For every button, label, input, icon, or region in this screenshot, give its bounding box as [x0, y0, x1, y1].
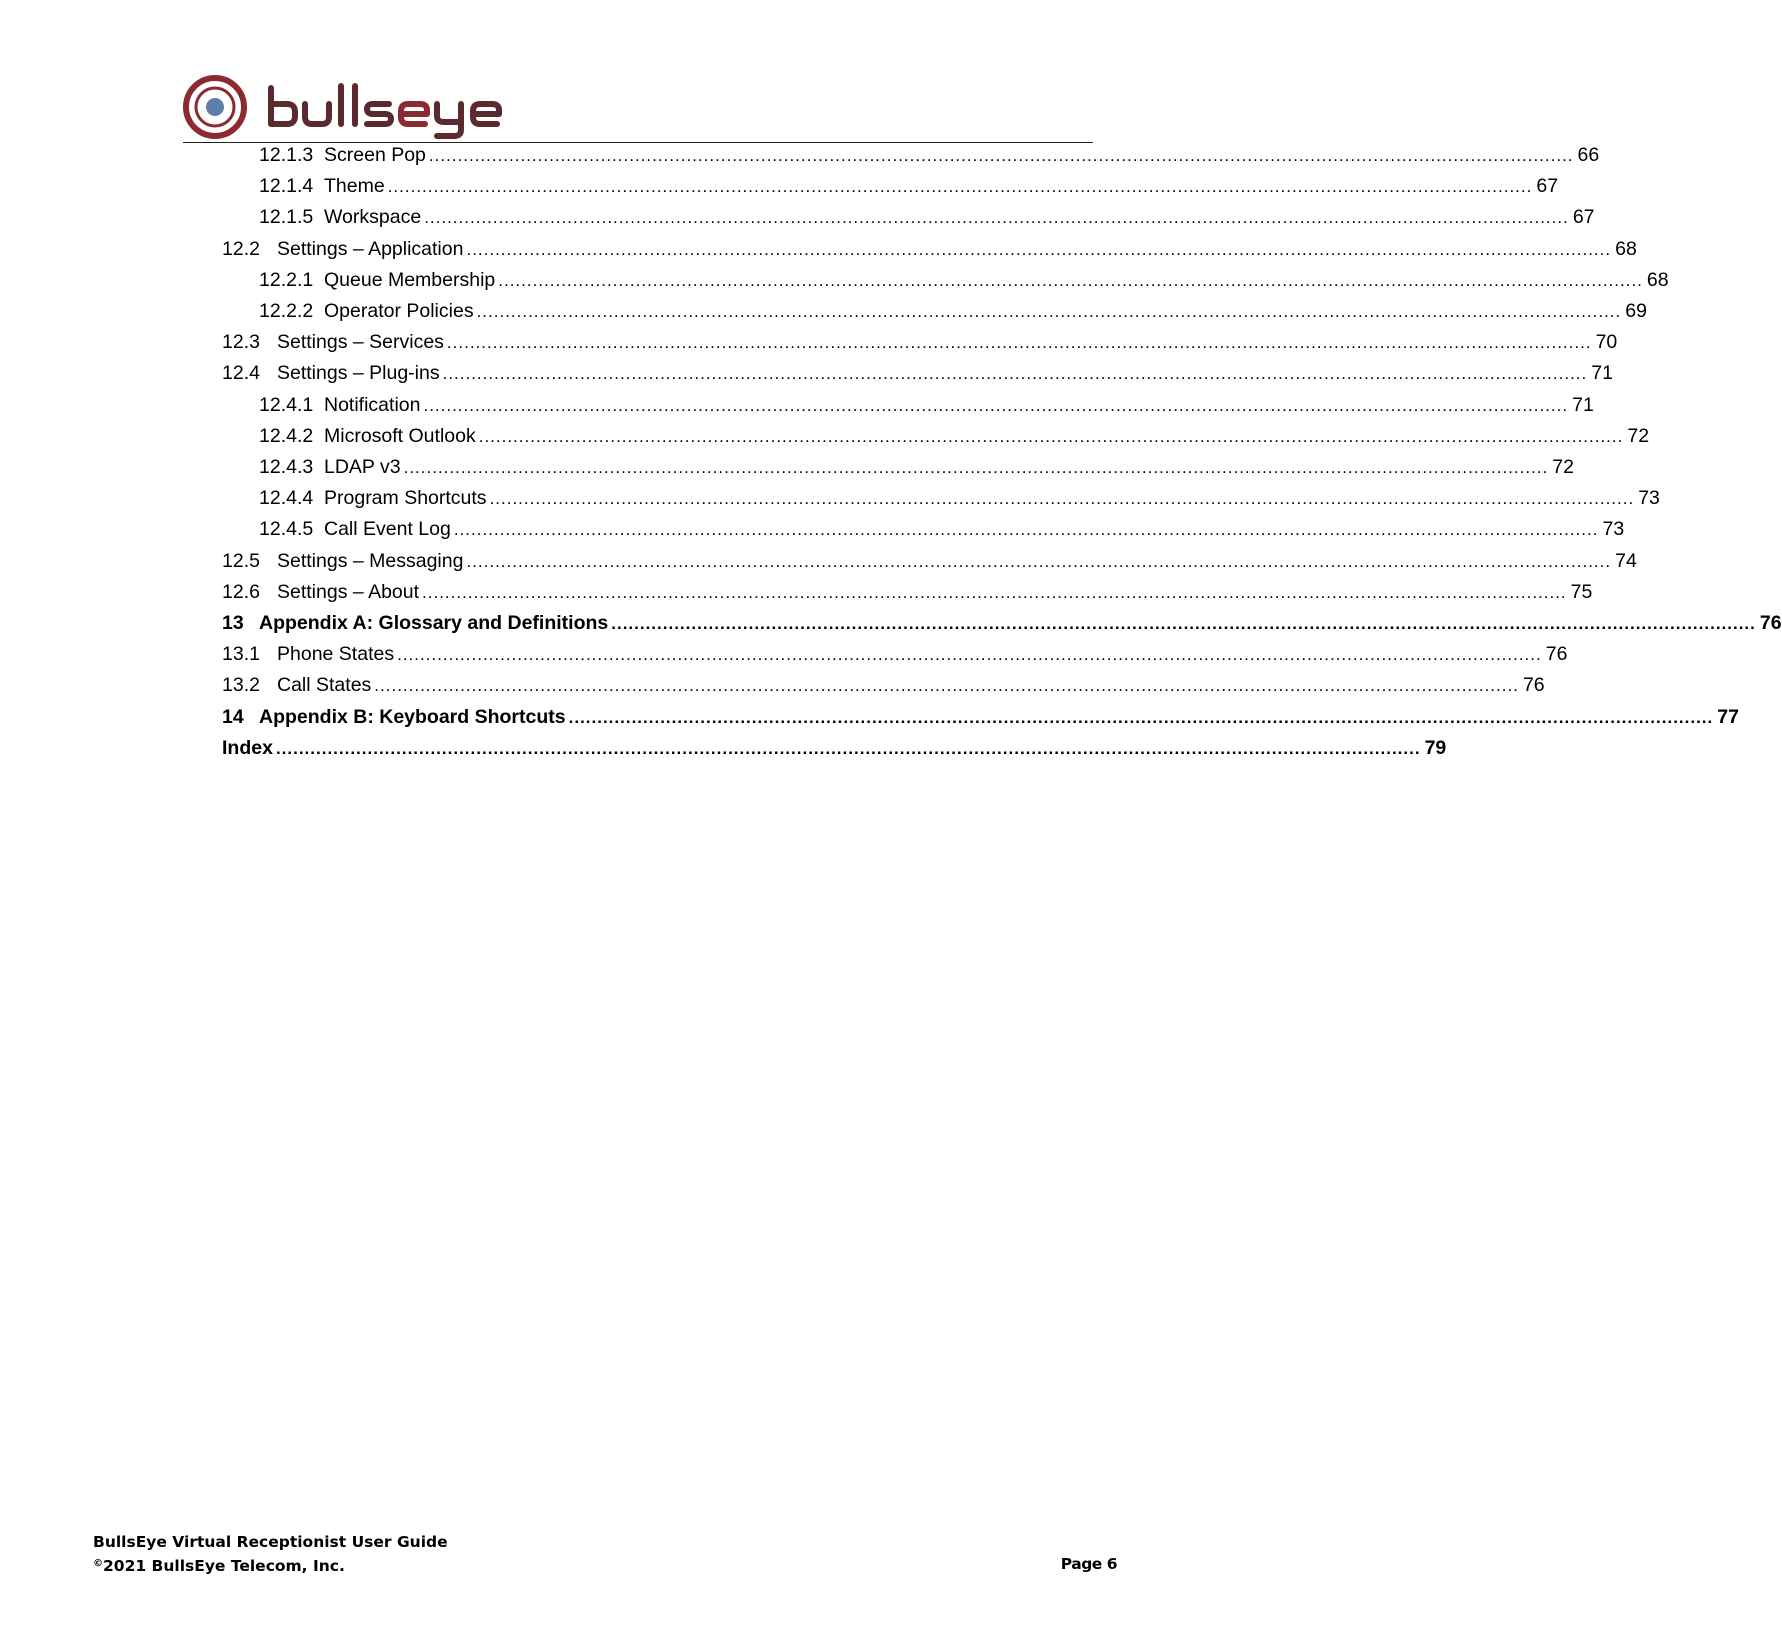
toc-entry-page: 75 [1570, 581, 1593, 603]
toc-entry-number: 12.4 [222, 362, 260, 384]
toc-entry-page: 68 [1646, 269, 1669, 291]
toc-entry[interactable] [259, 517, 1625, 541]
toc-entry-title: Workspace [324, 206, 422, 228]
toc-entry-page: 73 [1638, 487, 1660, 509]
toc-dot-leader: ........................................................................................................................................................................................................ [403, 458, 1549, 477]
footer-guide-title: BullsEye Virtual Receptionist User Guide [93, 1533, 448, 1551]
toc-entry-title: Notification [324, 394, 421, 416]
toc-entry-number: 13.1 [222, 643, 260, 665]
toc-entry-title: Phone States [277, 643, 395, 665]
toc-entry-number: 12.4.2 [259, 425, 314, 447]
toc-dot-leader: ........................................................................................................................................................................................................ [476, 302, 1622, 321]
toc-entry[interactable] [259, 424, 1650, 448]
logo-wordmark [271, 86, 499, 136]
toc-dot-leader: ........................................................................................................................................................................................................ [374, 676, 1519, 695]
toc-dot-leader: ........................................................................................................................................................................................................ [453, 520, 1599, 539]
toc-entry-page: 69 [1625, 300, 1647, 322]
toc-entry[interactable] [222, 736, 1447, 760]
toc-dot-leader: ........................................................................................................................................................................................................ [568, 708, 1714, 727]
toc-entry-title: Microsoft Outlook [324, 425, 476, 447]
toc-entry-title: Operator Policies [324, 300, 474, 322]
toc-entry-title: Screen Pop [324, 144, 426, 166]
toc-entry[interactable] [222, 642, 1568, 666]
toc-dot-leader: ........................................................................................................................................................................................................ [489, 489, 1635, 508]
toc-entry-page: 67 [1536, 175, 1559, 197]
bullseye-logo [183, 74, 543, 140]
toc-entry-page: 79 [1424, 737, 1447, 759]
toc-entry-title: Appendix A: Glossary and Definitions [259, 612, 609, 634]
toc-dot-leader: ........................................................................................................................................................................................................ [466, 552, 1612, 571]
toc-entry[interactable] [222, 673, 1545, 697]
toc-entry-number: 12.1.3 [259, 144, 314, 166]
toc-entry-number: 12.4.3 [259, 456, 314, 478]
toc-entry[interactable] [222, 361, 1613, 385]
toc-entry-page: 76 [1759, 612, 1782, 634]
toc-dot-leader: ........................................................................................................................................................................................................ [611, 614, 1756, 633]
toc-entry-title: Program Shortcuts [324, 487, 487, 509]
toc-entry[interactable] [222, 549, 1637, 573]
toc-entry-page: 72 [1627, 425, 1650, 447]
toc-dot-leader: ........................................................................................................................................................................................................ [478, 427, 1624, 446]
toc-entry-number: 13 [222, 612, 244, 634]
toc-entry-title: Appendix B: Keyboard Shortcuts [259, 706, 566, 728]
toc-entry-title: Call States [277, 674, 372, 696]
toc-entry-title: Settings – About [277, 581, 420, 603]
toc-entry-number: 12.4.1 [259, 394, 314, 416]
toc-entry[interactable] [222, 580, 1593, 604]
toc-entry-number: 12.4.4 [259, 487, 314, 509]
toc-entry-page: 74 [1615, 550, 1637, 572]
toc-dot-leader: ........................................................................................................................................................................................................ [424, 208, 1569, 227]
footer-copyright-text: 2021 BullsEye Telecom, Inc. [103, 1557, 345, 1575]
toc-entry-number: 12.1.4 [259, 175, 314, 197]
toc-entry[interactable] [222, 611, 1782, 635]
toc-dot-leader: ........................................................................................................................................................................................................ [423, 396, 1569, 415]
toc-entry-number: 13.2 [222, 674, 260, 696]
toc-entry-page: 76 [1545, 643, 1568, 665]
footer-page-number: Page 6 [1060, 1555, 1117, 1573]
page-header [183, 74, 1093, 144]
toc-entry-title: Settings – Application [277, 238, 464, 260]
toc-entry[interactable] [259, 205, 1595, 229]
toc-entry-number: 12.2 [222, 238, 260, 260]
toc-entry-title: Settings – Services [277, 331, 444, 353]
toc-entry-page: 71 [1591, 362, 1613, 384]
toc-entry-page: 67 [1572, 206, 1595, 228]
toc-entry-number: 12.1.5 [259, 206, 314, 228]
toc-dot-leader: ........................................................................................................................................................................................................ [498, 271, 1643, 290]
toc-entry[interactable] [259, 486, 1660, 510]
toc-entry-page: 71 [1572, 394, 1594, 416]
toc-dot-leader: ........................................................................................................................................................................................................ [275, 739, 1421, 758]
toc-entry-page: 72 [1552, 456, 1574, 478]
toc-entry-page: 68 [1615, 238, 1637, 260]
toc-entry[interactable] [259, 299, 1647, 323]
toc-entry-number: 12.2.1 [259, 269, 314, 291]
toc-entry-title: Theme [324, 175, 385, 197]
toc-entry-number: 12.2.2 [259, 300, 314, 322]
toc-entry-page: 70 [1595, 331, 1618, 353]
toc-entry[interactable] [222, 237, 1637, 261]
toc-dot-leader: ........................................................................................................................................................................................................ [446, 333, 1592, 352]
toc-entry-number: 14 [222, 706, 244, 728]
page-footer [93, 1531, 448, 1577]
toc-dot-leader: ........................................................................................................................................................................................................ [387, 177, 1533, 196]
toc-entry[interactable] [259, 174, 1559, 198]
toc-entry-number: 12.4.5 [259, 518, 314, 540]
toc-dot-leader: ........................................................................................................................................................................................................ [466, 240, 1612, 259]
toc-entry[interactable] [259, 143, 1600, 167]
toc-dot-leader: ........................................................................................................................................................................................................ [422, 583, 1567, 602]
toc-entry[interactable] [259, 393, 1594, 417]
toc-dot-leader: ........................................................................................................................................................................................................ [442, 364, 1588, 383]
footer-copyright [93, 1553, 448, 1577]
toc-entry-number: 12.6 [222, 581, 260, 603]
copyright-symbol: © [93, 1558, 103, 1569]
toc-entry-page: 77 [1717, 706, 1739, 728]
toc-entry-page: 66 [1577, 144, 1600, 166]
toc-dot-leader: ........................................................................................................................................................................................................ [397, 645, 1542, 664]
toc-dot-leader: ........................................................................................................................................................................................................ [428, 146, 1574, 165]
toc-entry-title: Queue Membership [324, 269, 496, 291]
toc-entry-number: 12.3 [222, 331, 260, 353]
toc-entry[interactable] [222, 705, 1739, 729]
toc-entry-page: 76 [1522, 674, 1545, 696]
toc-entry[interactable] [259, 268, 1669, 292]
toc-entry-page: 73 [1602, 518, 1625, 540]
toc-entry[interactable] [259, 455, 1574, 479]
toc-entry-title: Call Event Log [324, 518, 451, 540]
toc-entry-number: 12.5 [222, 550, 260, 572]
toc-entry[interactable] [222, 330, 1618, 354]
toc-entry-title: Settings – Plug-ins [277, 362, 440, 384]
toc-entry-title: Settings – Messaging [277, 550, 464, 572]
logo-inner-dot [206, 98, 224, 116]
toc-entry-title: LDAP v3 [324, 456, 401, 478]
toc-entry-title: Index [222, 737, 273, 759]
